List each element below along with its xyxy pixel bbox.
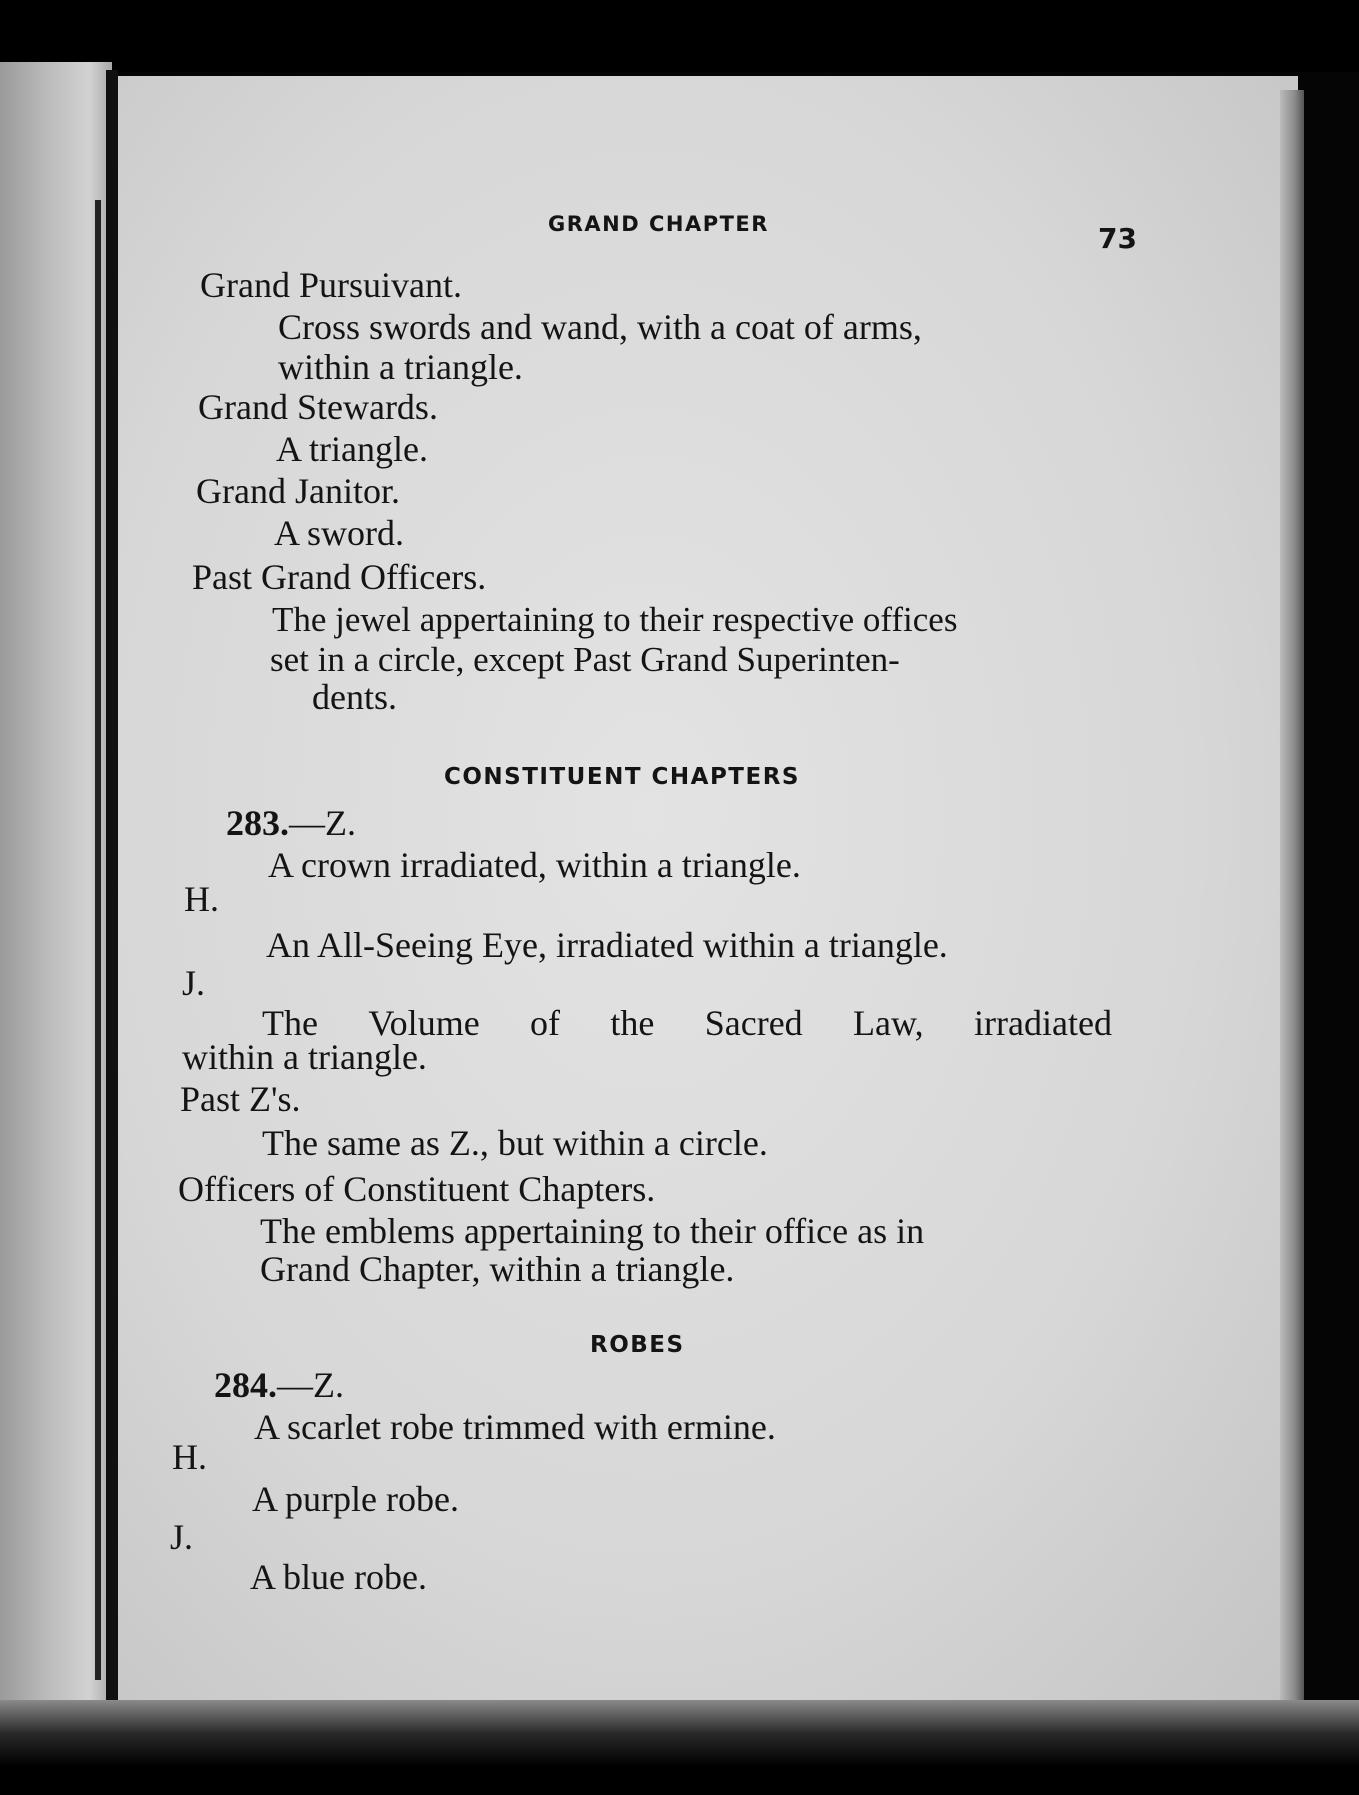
office-grand-stewards: Grand Stewards. [198, 387, 438, 427]
section-284-number: 284. [214, 1365, 277, 1405]
j-jewel-word: of [530, 1003, 561, 1043]
scan-bottom-border [0, 1700, 1359, 1795]
section-heading-robes: ROBES [590, 1332, 685, 1358]
office-grand-janitor: Grand Janitor. [196, 471, 400, 511]
office-h-284: H. [172, 1437, 207, 1477]
office-past-grand-officers: Past Grand Officers. [192, 557, 487, 597]
z-robe-desc: A scarlet robe trimmed with ermine. [254, 1407, 776, 1447]
book-gutter [106, 70, 118, 1720]
office-past-zs: Past Z's. [180, 1079, 301, 1119]
j-jewel-word: The [262, 1003, 318, 1043]
page-right-edge [1280, 90, 1304, 1710]
section-283-dash: — [289, 803, 325, 843]
grand-janitor-desc: A sword. [274, 513, 405, 553]
office-h-283: H. [184, 879, 219, 919]
past-grand-officers-desc-line-2: set in a circle, except Past Grand Superinten- [270, 640, 900, 679]
h-jewel-desc: An All-Seeing Eye, irradiated within a triangle. [266, 925, 948, 965]
h-robe-desc: A purple robe. [252, 1479, 459, 1519]
past-zs-desc: The same as Z., but within a circle. [262, 1123, 768, 1163]
j-jewel-word: Volume [368, 1003, 480, 1043]
section-heading-constituent-chapters: CONSTITUENT CHAPTERS [444, 764, 800, 790]
office-grand-pursuivant: Grand Pursuivant. [200, 265, 462, 305]
past-grand-officers-desc-line-1: The jewel appertaining to their respective offices [272, 600, 958, 639]
j-jewel-desc-line-2: within a triangle. [182, 1037, 427, 1077]
page-number: 73 [1098, 222, 1137, 255]
grand-pursuivant-desc-line-2: within a triangle. [278, 347, 523, 387]
scan-top-border [0, 0, 1359, 72]
section-284-label [214, 1364, 344, 1406]
office-j-283: J. [182, 963, 206, 1003]
officers-desc-line-1: The emblems appertaining to their office as in [260, 1211, 925, 1251]
office-officers-constituent: Officers of Constituent Chapters. [178, 1169, 656, 1209]
j-robe-desc: A blue robe. [250, 1557, 427, 1597]
binding-shadow [95, 200, 101, 1680]
j-jewel-word: Sacred [704, 1003, 803, 1043]
j-jewel-word: the [610, 1003, 655, 1043]
z-jewel-desc: A crown irradiated, within a triangle. [268, 845, 801, 885]
officers-desc-line-2: Grand Chapter, within a triangle. [260, 1249, 735, 1289]
grand-pursuivant-desc-line-1: Cross swords and wand, with a coat of arms, [278, 307, 922, 347]
past-grand-officers-desc-line-3: dents. [312, 677, 397, 717]
j-jewel-word: irradiated [974, 1003, 1112, 1043]
section-284-dash: — [277, 1365, 313, 1405]
j-jewel-word: Law, [853, 1003, 924, 1043]
grand-stewards-desc: A triangle. [276, 429, 428, 469]
section-283-number: 283. [226, 803, 289, 843]
office-z-284: Z. [313, 1365, 344, 1405]
office-z-283: Z. [325, 803, 356, 843]
office-j-284: J. [170, 1517, 194, 1557]
section-283-label [226, 802, 356, 844]
running-title: GRAND CHAPTER [548, 212, 769, 236]
